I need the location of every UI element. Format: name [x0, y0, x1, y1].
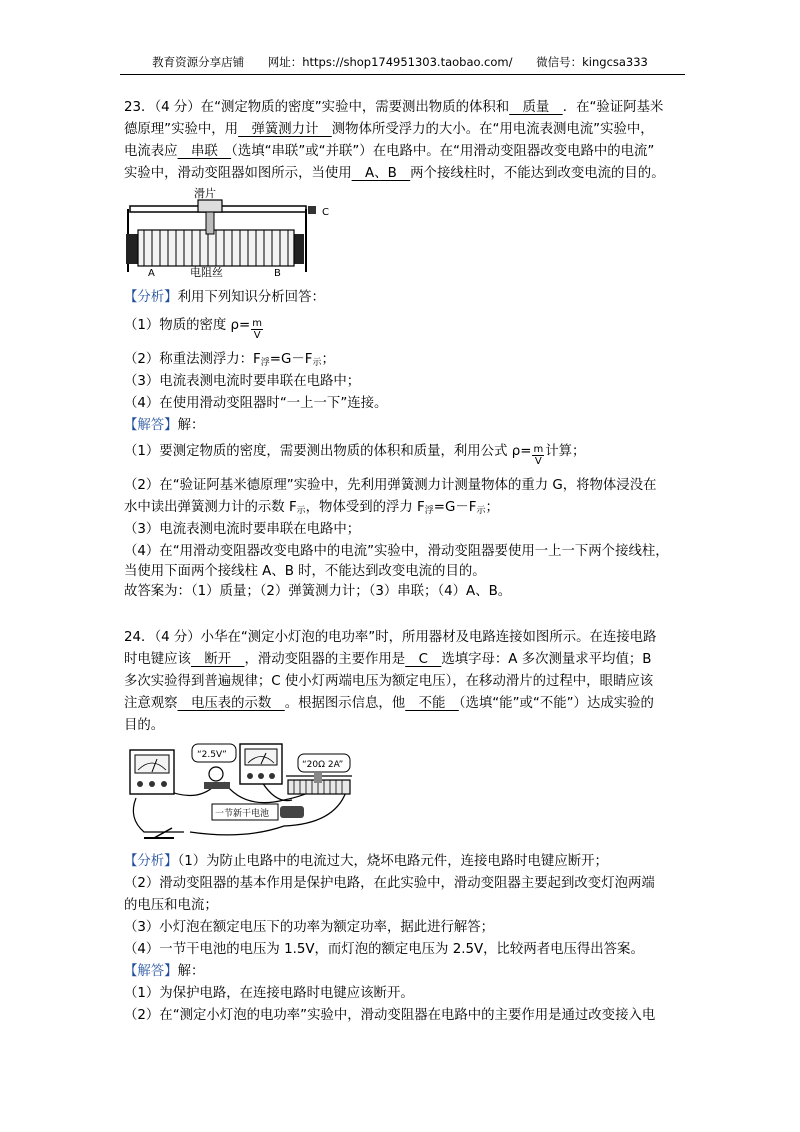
q23-line2: 德原理”实验中，用 弹簧测力计 测物体所受浮力的大小。在“用电流表测电流”实验中， — [124, 122, 654, 137]
q23-final-answer: 故答案为：（1）质量；（2）弹簧测力计；（3）串联；（4）A、B。 — [124, 584, 512, 599]
q24-analysis-2b: 的电压和电流； — [124, 898, 218, 913]
q23-answer-2: 弹簧测力计 — [238, 122, 332, 137]
q23-answer-1: 质量 — [509, 100, 563, 115]
q23-solution-3: （3）电流表测电流时要串联在电路中； — [124, 522, 361, 537]
q24-analysis-3: （3）小灯泡在额定电压下的功率为额定功率，据此进行解答； — [124, 920, 495, 935]
q24-line3: 多次实验得到普遍规律；C 使小灯两端电压为额定电压），在移动滑片的过程中，眼睛应该 — [124, 674, 654, 689]
fig-battery-label: 一节新干电池 — [215, 809, 270, 819]
q23-solution-1: （1）要测定物质的密度，需要测出物质的体积和质量，利用公式 ρ= $\frac{m}{V}$ 计算； — [124, 444, 586, 467]
q24-line4: 注意观察 电压表的示数 。根据图示信息，他 不能 （选填“能”或“不能”）达成实验的 — [124, 696, 654, 711]
fig-wire-label: 电阻丝 — [190, 266, 223, 279]
fig-terminal-b: B — [274, 268, 281, 279]
circuit-figure — [124, 740, 364, 845]
q23-solution-4b: 当使用下面两个接线柱 A、B 时，不能达到改变电流的目的。 — [124, 564, 486, 579]
q24-solution-1: （1）为保护电路，在连接电路时电键应该断开。 — [124, 986, 414, 1001]
q24-analysis-2: （2）滑动变阻器的基本作用是保护电路，在此实验中，滑动变阻器主要起到改变灯泡两端 — [124, 876, 655, 891]
q24-line1: 24．（4 分）小华在“测定小灯泡的电功率”时，所用器材及电路连接如图所示。在连接电路 — [124, 630, 657, 645]
q23-analysis-3: （3）电流表测电流时要串联在电路中； — [124, 374, 361, 389]
q23-analysis-head: 【分析】利用下列知识分析回答： — [124, 290, 325, 305]
fig-lamp-label: “2.5V” — [197, 750, 227, 760]
q23-solution-2b: 水中读出弹簧测力计的示数 $F_示$，物体受到的浮力 $F_浮=G-F_示$； — [124, 500, 499, 516]
q23-line3: 电流表应 串联 （选填“串联”或“并联”）在电路中。在“用滑动变阻器改变电路中的电流” — [124, 144, 655, 159]
q24-line2: 时电键应该 断开 ，滑动变阻器的主要作用是 C 选填字母：A 多次测量求平均值；B — [124, 652, 652, 667]
q24-answer-2: C — [405, 652, 442, 667]
q23-solution-4: （4）在“用滑动变阻器改变电路中的电流”实验中，滑动变阻器要使用一上一下两个接线柱， — [124, 544, 669, 559]
header-rule — [120, 74, 685, 75]
q23-line4: 实验中，滑动变阻器如图所示，当使用 A、B 两个接线柱时，不能达到改变电流的目的。 — [124, 166, 665, 181]
q23-answer-3: 串联 — [177, 144, 232, 159]
q24-solution-head: 【解答】解： — [124, 964, 205, 979]
fig-rheostat-label: “20Ω 2A” — [302, 760, 344, 770]
q23-analysis-4: （4）在使用滑动变阻器时“一上一下”连接。 — [124, 396, 388, 411]
q24-analysis-4: （4）一节干电池的电压为 1.5V，而灯泡的额定电压为 2.5V，比较两者电压得出答案。 — [124, 942, 644, 957]
rheostat-figure — [124, 186, 344, 280]
q23-analysis-2: （2）称重法测浮力：$F_浮=G-F_示$； — [124, 352, 335, 368]
q24-solution-2: （2）在“测定小灯泡的电功率”实验中，滑动变阻器在电路中的主要作用是通过改变接入电 — [124, 1008, 656, 1023]
q24-line5: 目的。 — [124, 718, 165, 733]
q23-answer-4: A、B — [351, 166, 411, 181]
q24-analysis-1: 【分析】（1）为防止电路中的电流过大，烧坏电路元件，连接电路时电键应断开； — [124, 854, 608, 869]
q23-solution-head: 【解答】解： — [124, 418, 205, 433]
fig-slider-label: 滑片 — [194, 187, 216, 200]
q23-line1: 23．（4 分）在“测定物质的密度”实验中，需要测出物质的体积和 质量 ．在“验证阿基米 — [124, 100, 664, 115]
q24-answer-3: 电压表的示数 — [177, 696, 285, 711]
header-wechat: 微信号：kingcsa333 — [536, 55, 648, 69]
fig-terminal-a: A — [148, 268, 155, 279]
page-header — [0, 54, 800, 70]
q24-answer-4: 不能 — [405, 696, 459, 711]
q24-answer-1: 断开 — [190, 652, 245, 667]
q23-solution-2: （2）在“验证阿基米德原理”实验中，先利用弹簧测力计测量物体的重力 G，将物体浸没在 — [124, 478, 657, 493]
q23-analysis-1: （1）物质的密度 ρ= $\frac{m}{V}$ — [124, 318, 262, 341]
header-shop: 教育资源分享店铺 — [152, 55, 245, 69]
fig-terminal-c: C — [322, 207, 329, 218]
header-site[interactable]: 网址：https://shop174951303.taobao.com/ — [267, 55, 513, 69]
